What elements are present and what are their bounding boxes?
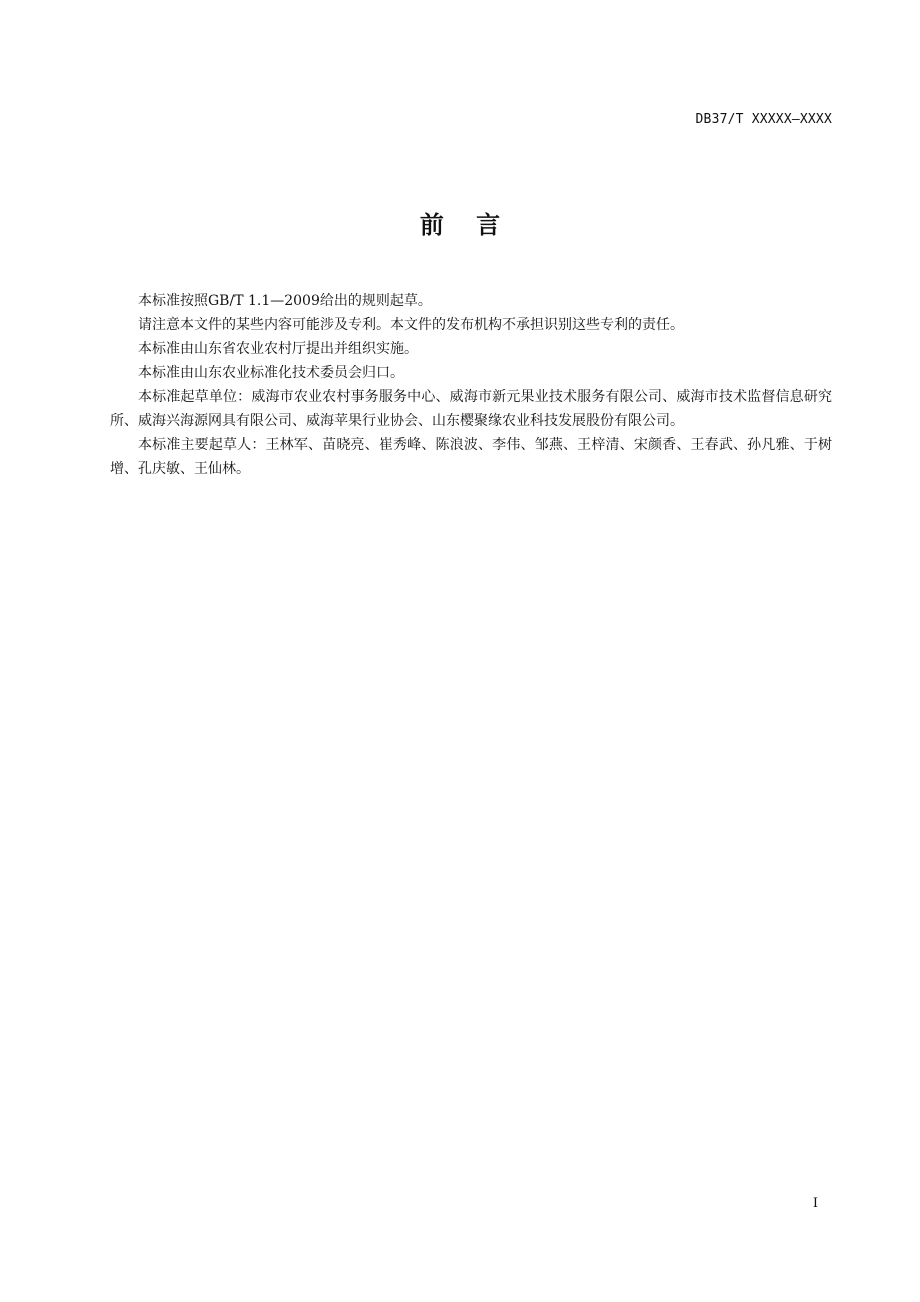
- standard-code: DB37/T XXXXX—XXXX: [695, 112, 832, 127]
- paragraph-drafting-units: 本标准起草单位：威海市农业农村事务服务中心、威海市新元果业技术服务有限公司、威海市技术监督信息研究所、威海兴海源网具有限公司、威海苹果行业协会、山东樱聚缘农业科技发展股份有限公司。: [110, 389, 832, 429]
- paragraph-drafting-rules: 本标准按照GB/T 1.1—2009给出的规则起草。: [138, 293, 432, 309]
- paragraph-patent-notice: 请注意本文件的某些内容可能涉及专利。本文件的发布机构不承担识别这些专利的责任。: [138, 317, 684, 333]
- page-number: I: [812, 1196, 818, 1211]
- page-title: 前 言: [419, 211, 513, 239]
- paragraph-main-drafters: 本标准主要起草人：王林军、苗晓亮、崔秀峰、陈浪波、李伟、邹燕、王梓清、宋颜香、王春武、孙凡雅、于树增、孔庆敏、王仙林。: [110, 437, 832, 477]
- foreword-body: [110, 289, 832, 481]
- paragraph-proposer: 本标准由山东省农业农村厅提出并组织实施。: [138, 341, 418, 357]
- paragraph-centralized-management: 本标准由山东农业标准化技术委员会归口。: [138, 365, 404, 381]
